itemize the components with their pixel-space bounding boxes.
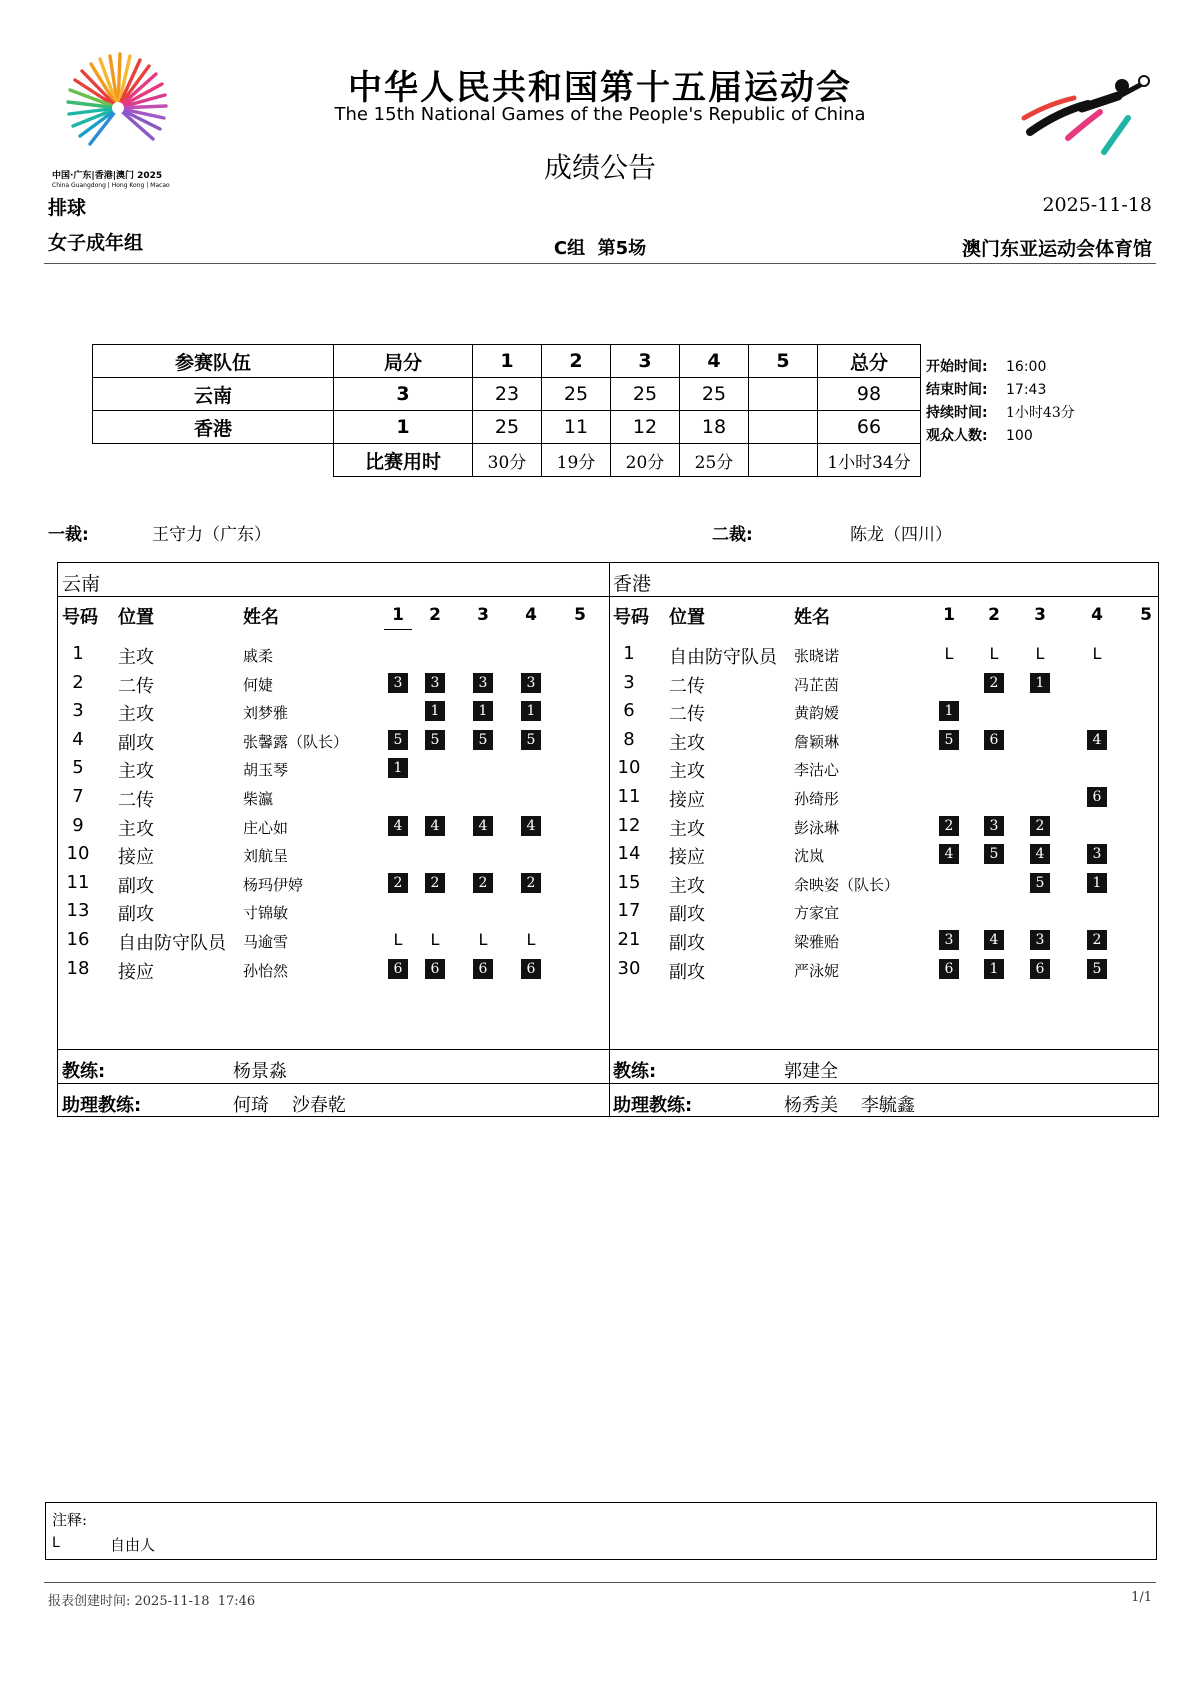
libero-mark: L — [526, 930, 536, 949]
player-number: 4 — [72, 728, 84, 750]
player-number: 17 — [617, 900, 641, 922]
player-name: 杨玛伊婷 — [243, 875, 304, 894]
lineup-position-badge: 3 — [1087, 844, 1107, 864]
end-time-label: 结束时间: — [926, 382, 988, 398]
lineup-position-badge: 5 — [388, 730, 408, 750]
total-points: 98 — [818, 378, 921, 411]
player-name: 沈岚 — [794, 847, 825, 866]
score-header-row — [93, 345, 921, 378]
player-name: 何婕 — [243, 675, 274, 694]
player-name: 柴瀛 — [243, 790, 274, 808]
player-position: 接应 — [118, 847, 154, 869]
player-position: 二传 — [669, 675, 705, 697]
coach-name: 郭建全 — [784, 1061, 838, 1082]
player-position: 副攻 — [669, 933, 705, 954]
start-time-row — [926, 356, 1156, 379]
col-set: 1 — [943, 605, 955, 625]
roster-line — [58, 596, 1158, 597]
set-score: 12 — [611, 411, 680, 444]
col-set: 2 — [988, 605, 1000, 625]
notes-desc: 自由人 — [110, 1536, 156, 1554]
lineup-position-badge: 2 — [939, 816, 959, 836]
team-title: 香港 — [613, 573, 652, 595]
roster-panel — [57, 562, 1159, 1117]
venue-label: 澳门东亚运动会体育馆 — [961, 238, 1152, 260]
lineup-position-badge: 2 — [984, 673, 1004, 693]
coach-name: 杨景淼 — [233, 1061, 287, 1082]
total-points: 66 — [818, 411, 921, 444]
lineup-position-badge: 6 — [521, 959, 541, 979]
first-referee: 王守力（广东） — [152, 525, 271, 545]
assistant-coach-label: 助理教练: — [613, 1095, 693, 1116]
lineup-position-badge: 5 — [939, 730, 959, 750]
player-position: 副攻 — [118, 732, 154, 754]
player-number: 13 — [66, 900, 90, 922]
player-number: 10 — [66, 843, 90, 865]
match-label: C组 第5场 — [553, 238, 647, 259]
player-number: 14 — [617, 843, 641, 865]
player-position: 二传 — [669, 704, 705, 726]
score-table — [92, 344, 921, 477]
lineup-position-badge: 2 — [388, 873, 408, 893]
player-position: 副攻 — [669, 904, 705, 926]
lineup-position-badge: 4 — [521, 816, 541, 836]
set-duration: 19分 — [542, 444, 611, 477]
lineup-position-badge: 4 — [984, 930, 1004, 950]
assistant-coach-label: 助理教练: — [62, 1095, 142, 1116]
player-name: 严泳妮 — [794, 961, 840, 980]
report-created: 报表创建时间: 2025-11-18 17:46 — [48, 1594, 256, 1609]
player-position: 二传 — [118, 790, 154, 811]
set-score: 23 — [473, 378, 542, 411]
match-date: 2025-11-18 — [1042, 194, 1152, 216]
roster-line — [58, 1049, 1158, 1050]
player-name: 梁雅贻 — [794, 933, 840, 951]
lineup-position-badge: 3 — [521, 673, 541, 693]
libero-mark: L — [944, 644, 954, 663]
games-title-en: The 15th National Games of the People's Republic of China — [334, 104, 866, 125]
games-title-cn: 中华人民共和国第十五届运动会 — [348, 68, 852, 108]
player-name: 孙绮彤 — [794, 790, 840, 808]
player-name: 胡玉琴 — [243, 761, 289, 780]
set-score: 11 — [542, 411, 611, 444]
lineup-position-badge: 1 — [521, 701, 541, 721]
lineup-position-badge: 4 — [939, 844, 959, 864]
player-position: 主攻 — [118, 704, 154, 726]
lineup-position-badge: 1 — [1087, 873, 1107, 893]
player-name: 刘梦雅 — [243, 704, 289, 723]
player-number: 3 — [72, 700, 84, 722]
coach-label: 教练: — [62, 1061, 106, 1082]
footer-divider — [44, 1582, 1156, 1583]
lineup-position-badge: 4 — [473, 816, 493, 836]
player-number: 6 — [623, 700, 635, 722]
set-score: 18 — [680, 411, 749, 444]
lineup-position-badge: 6 — [1030, 959, 1050, 979]
assistant-coach-names: 何琦 沙春乾 — [233, 1095, 346, 1116]
lineup-position-badge: 4 — [1030, 844, 1050, 864]
score-row — [93, 411, 921, 444]
category-label: 女子成年组 — [48, 232, 144, 254]
set-score — [749, 411, 818, 444]
player-number: 5 — [72, 757, 84, 779]
col-position: 位置 — [669, 607, 705, 628]
player-name: 刘航呈 — [243, 847, 289, 866]
second-referee: 陈龙（四川） — [850, 525, 952, 545]
col-team: 参赛队伍 — [93, 345, 334, 378]
player-position: 自由防守队员 — [669, 647, 777, 668]
player-position: 主攻 — [669, 732, 705, 754]
end-time-row — [926, 379, 1156, 402]
audience-label: 观众人数: — [926, 428, 988, 444]
col-set-5: 5 — [749, 345, 818, 378]
set-score: 25 — [611, 378, 680, 411]
lineup-position-badge: 1 — [984, 959, 1004, 979]
lineup-position-badge: 3 — [1030, 930, 1050, 950]
col-position: 位置 — [118, 607, 154, 628]
sets-won: 1 — [334, 411, 473, 444]
col-set: 4 — [525, 605, 537, 625]
start-time-label: 开始时间: — [926, 359, 988, 375]
start-time: 16:00 — [1006, 359, 1047, 375]
player-number: 21 — [617, 929, 641, 950]
player-number: 12 — [617, 814, 641, 836]
player-position: 二传 — [118, 675, 154, 697]
lineup-position-badge: 5 — [984, 844, 1004, 864]
player-number: 8 — [623, 728, 635, 750]
lineup-position-badge: 4 — [388, 816, 408, 836]
second-referee-label: 二裁: — [712, 525, 753, 545]
col-name: 姓名 — [243, 607, 279, 628]
lineup-position-badge: 6 — [939, 959, 959, 979]
lineup-position-badge: 2 — [425, 873, 445, 893]
player-name: 寸锦敏 — [243, 904, 289, 923]
libero-mark: L — [1092, 644, 1102, 663]
lineup-position-badge: 6 — [984, 730, 1004, 750]
player-position: 主攻 — [669, 818, 705, 840]
player-position: 副攻 — [118, 904, 154, 926]
player-position: 接应 — [669, 790, 705, 811]
lineup-position-badge: 1 — [1030, 673, 1050, 693]
lineup-position-badge: 2 — [1030, 816, 1050, 836]
player-name: 张晓诺 — [794, 647, 840, 665]
player-position: 主攻 — [118, 761, 154, 783]
player-number: 3 — [623, 671, 635, 693]
player-number: 1 — [623, 643, 635, 664]
player-number: 11 — [66, 871, 90, 893]
col-number: 号码 — [62, 607, 98, 628]
player-number: 18 — [66, 957, 90, 979]
col-set: 2 — [429, 605, 441, 625]
lineup-position-badge: 2 — [473, 873, 493, 893]
player-position: 接应 — [118, 961, 154, 983]
col-sets: 局分 — [334, 345, 473, 378]
col-number: 号码 — [613, 607, 649, 628]
player-position: 主攻 — [669, 875, 705, 897]
col-set-1: 1 — [473, 345, 542, 378]
player-name: 张馨露（队长） — [243, 732, 349, 751]
notes-label: 注释: — [52, 1511, 88, 1529]
player-position: 自由防守队员 — [118, 933, 226, 954]
lineup-position-badge: 4 — [1087, 730, 1107, 750]
header-divider — [44, 263, 1156, 264]
col-set: 3 — [1034, 605, 1046, 625]
player-number: 15 — [617, 871, 641, 893]
lineup-position-badge: 5 — [1030, 873, 1050, 893]
first-referee-label: 一裁: — [48, 525, 89, 545]
player-name: 李沽心 — [794, 761, 840, 780]
lineup-position-badge: 5 — [1087, 959, 1107, 979]
empty-cell — [93, 444, 334, 477]
lineup-position-badge: 6 — [473, 959, 493, 979]
duration-time-row — [926, 402, 1156, 425]
lineup-position-badge: 6 — [425, 959, 445, 979]
total-duration: 1小时34分 — [818, 444, 921, 477]
set-duration: 20分 — [611, 444, 680, 477]
set-duration: 30分 — [473, 444, 542, 477]
player-position: 主攻 — [118, 647, 154, 668]
player-name: 马逾雪 — [243, 933, 289, 951]
player-number: 7 — [72, 786, 84, 807]
audience-row — [926, 425, 1156, 448]
libero-mark: L — [1035, 644, 1045, 663]
lineup-position-badge: 5 — [473, 730, 493, 750]
col-set: 5 — [1140, 605, 1152, 625]
lineup-position-badge: 3 — [984, 816, 1004, 836]
lineup-position-badge: 2 — [521, 873, 541, 893]
page-number: 1/1 — [1131, 1590, 1152, 1605]
lineup-position-badge: 1 — [425, 701, 445, 721]
lineup-position-badge: 3 — [388, 673, 408, 693]
player-number: 2 — [72, 671, 84, 693]
col-set-4: 4 — [680, 345, 749, 378]
lineup-position-badge: 5 — [521, 730, 541, 750]
lineup-position-badge: 3 — [473, 673, 493, 693]
set-underline — [384, 629, 412, 630]
col-set-2: 2 — [542, 345, 611, 378]
player-name: 冯芷茵 — [794, 675, 840, 694]
sport-label: 排球 — [48, 197, 87, 219]
lineup-position-badge: 4 — [425, 816, 445, 836]
col-set: 3 — [477, 605, 489, 625]
lineup-position-badge: 2 — [1087, 930, 1107, 950]
lineup-position-badge: 1 — [939, 701, 959, 721]
logo-caption-cn: 中国·广东|香港|澳门 2025 — [52, 171, 163, 181]
lineup-position-badge: 3 — [939, 930, 959, 950]
lineup-position-badge: 1 — [473, 701, 493, 721]
lineup-position-badge: 5 — [425, 730, 445, 750]
document-title: 成绩公告 — [543, 151, 656, 184]
col-set-3: 3 — [611, 345, 680, 378]
set-duration — [749, 444, 818, 477]
logo-caption-en: China Guangdong | Hong Kong | Macao — [52, 182, 170, 189]
audience-count: 100 — [1006, 428, 1033, 444]
player-position: 主攻 — [118, 818, 154, 840]
end-time: 17:43 — [1006, 382, 1047, 398]
lineup-position-badge: 6 — [388, 959, 408, 979]
set-score — [749, 378, 818, 411]
coach-label: 教练: — [613, 1061, 657, 1082]
player-number: 1 — [72, 643, 84, 664]
match-info — [926, 356, 1156, 448]
libero-mark: L — [478, 930, 488, 949]
lineup-position-badge: 6 — [1087, 787, 1107, 807]
player-name: 黄韵嫒 — [794, 704, 840, 723]
set-score: 25 — [680, 378, 749, 411]
team-name: 香港 — [93, 411, 334, 444]
col-total: 总分 — [818, 345, 921, 378]
duration-row — [93, 444, 921, 477]
set-score: 25 — [542, 378, 611, 411]
libero-mark: L — [430, 930, 440, 949]
col-set: 5 — [574, 605, 586, 625]
player-name: 詹颖琳 — [794, 732, 840, 751]
duration-label: 持续时间: — [926, 405, 988, 421]
player-position: 副攻 — [669, 961, 705, 983]
col-set: 4 — [1091, 605, 1103, 625]
notes-box — [45, 1502, 1157, 1560]
libero-mark: L — [989, 644, 999, 663]
libero-mark: L — [393, 930, 403, 949]
col-set: 1 — [392, 605, 404, 625]
lineup-position-badge: 3 — [425, 673, 445, 693]
player-name: 庄心如 — [243, 818, 289, 837]
assistant-coach-names: 杨秀美 李毓鑫 — [784, 1095, 915, 1116]
sets-won: 3 — [334, 378, 473, 411]
lineup-position-badge: 1 — [388, 758, 408, 778]
player-number: 9 — [72, 814, 84, 836]
roster-line — [58, 1083, 1158, 1084]
player-name: 戚柔 — [243, 647, 274, 665]
team-name: 云南 — [93, 378, 334, 411]
set-duration: 25分 — [680, 444, 749, 477]
player-position: 接应 — [669, 847, 705, 869]
team-title: 云南 — [62, 573, 101, 595]
duration-time: 1小时43分 — [1006, 405, 1075, 421]
set-score: 25 — [473, 411, 542, 444]
player-name: 孙怡然 — [243, 961, 289, 980]
notes-key: L — [52, 1535, 60, 1551]
player-number: 30 — [617, 957, 641, 979]
player-name: 彭泳琳 — [794, 818, 840, 837]
player-number: 11 — [617, 786, 641, 807]
player-number: 16 — [66, 929, 90, 950]
player-position: 副攻 — [118, 875, 154, 897]
player-number: 10 — [617, 757, 641, 779]
player-name: 方家宜 — [794, 904, 840, 923]
player-position: 主攻 — [669, 761, 705, 783]
col-name: 姓名 — [794, 607, 830, 628]
player-name: 余映姿（队长） — [794, 875, 900, 894]
duration-label: 比赛用时 — [334, 444, 473, 477]
score-row — [93, 378, 921, 411]
